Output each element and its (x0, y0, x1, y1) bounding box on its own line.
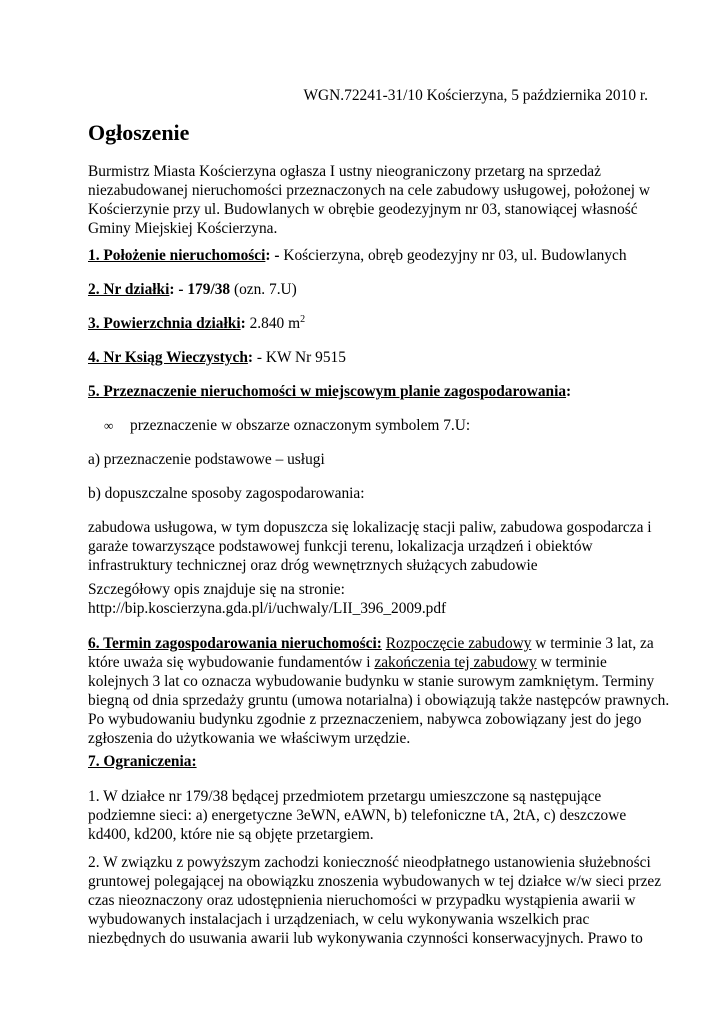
construction-start-term: Rozpoczęcie zabudowy (385, 635, 532, 652)
section-zoning (88, 382, 648, 401)
zoning-details-line: infrastruktury technicznej oraz dróg wewnętrznych służących zabudowie (88, 557, 538, 574)
intro-line: Gminy Miejskiej Kościerzyna. (88, 220, 278, 237)
development-deadline-line (88, 634, 654, 653)
restrictions-paragraph-1 (88, 787, 648, 844)
reference-and-date: WGN.72241-31/10 Kościerzyna, 5 października 2010 r. (303, 87, 648, 104)
zoning-primary-use: a) przeznaczenie podstawowe – usługi (88, 451, 325, 468)
development-deadline-line: kolejnych 3 lat co oznacza wybudowanie budynku w stanie surowym zamkniętym. Terminy (88, 673, 655, 690)
development-deadline-text: które uważa się wybudowanie fundamentów i (88, 654, 375, 671)
section-development-deadline (88, 634, 670, 748)
section-plot-number-label: 2. Nr działki (88, 281, 170, 298)
restrictions-line: 2. W związku z powyższym zachodzi konieczność nieodpłatnego ustanowienia służebności (88, 854, 651, 871)
section-area-unit-superscript: 2 (300, 313, 306, 325)
section-area (88, 314, 648, 333)
section-location-dash: - (270, 247, 280, 264)
restrictions-line: 1. W działce nr 179/38 będącej przedmiotem przetargu umieszczone są następujące (88, 788, 602, 805)
restrictions-line: czas nieoznaczony oraz udostępnienia nieruchomości w przypadku wystąpienia awarii w (88, 892, 636, 909)
zoning-permitted-uses-heading: b) dopuszczalne sposoby zagospodarowania: (88, 485, 365, 502)
development-deadline-text: w terminie 3 lat, za (531, 635, 654, 652)
section-plot-number-value: (ozn. 7.U) (230, 281, 297, 298)
section-restrictions (88, 752, 648, 771)
development-deadline-line: zgłoszenia do użytkowania we właściwym urzędzie. (88, 730, 411, 747)
zoning-more-info-text: Szczegółowy opis znajduje się na stronie: (88, 581, 345, 598)
zoning-document-url: http://bip.koscierzyna.gda.pl/i/uchwaly/LII_396_2009.pdf (88, 600, 447, 617)
zoning-details-line: zabudowa usługowa, w tym dopuszcza się lokalizację stacji paliw, zabudowa gospodarcza i (88, 519, 652, 536)
zoning-details-line: garaże towarzyszące podstawowej funkcji terenu, lokalizacja urządzeń i obiektów (88, 538, 593, 555)
zoning-bullet-item (104, 416, 644, 435)
construction-end-term: zakończenia tej zabudowy (374, 654, 537, 671)
restrictions-line: wybudowanych instalacjach i urządzeniach, w celu wykonywania wszelkich prac (88, 911, 590, 928)
section-zoning-label: 5. Przeznaczenie nieruchomości w miejscowym planie zagospodarowania (88, 383, 567, 400)
section-area-separator: : (240, 315, 246, 332)
restrictions-paragraph-2 (88, 853, 662, 948)
development-deadline-text: w terminie (536, 654, 607, 671)
infinity-bullet-icon: ∞ (104, 418, 114, 433)
intro-line: niezabudowanej nieruchomości przeznaczonych na cele zabudowy usługowej, położonej w (88, 182, 650, 199)
section-area-label: 3. Powierzchnia działki (88, 315, 241, 332)
section-area-value: 2.840 m (245, 315, 301, 332)
intro-line: Burmistrz Miasta Kościerzyna ogłasza I ustny nieograniczony przetarg na sprzedaż (88, 163, 601, 180)
section-location-value: Kościerzyna, obręb geodezyjny nr 03, ul. Budowlanych (279, 247, 627, 264)
section-plot-number (88, 280, 648, 299)
section-land-register-label: 4. Nr Ksiąg Wieczystych (88, 349, 248, 366)
section-location-label: 1. Położenie nieruchomości (88, 247, 266, 264)
development-deadline-line: biegną od dnia sprzedaży gruntu (umowa notarialna) i obowiązują także następców prawnych. (88, 692, 670, 709)
restrictions-line: niezbędnych do usuwania awarii lub wykonywania czynności konserwacyjnych. Prawo to (88, 930, 643, 947)
zoning-permitted-uses-details (88, 518, 652, 575)
intro-paragraph (88, 162, 648, 238)
section-location-separator: : (265, 247, 271, 264)
section-land-register-value: - KW Nr 9515 (253, 349, 346, 366)
section-location (88, 246, 648, 265)
restrictions-line: podziemne sieci: a) energetyczne 3eWN, eAWN, b) telefoniczne tA, 2tA, c) deszczowe (88, 807, 627, 824)
development-deadline-line (88, 653, 648, 672)
section-development-deadline-label: 6. Termin zagospodarowania nieruchomości: (88, 635, 382, 652)
section-plot-number-separator: : (169, 281, 175, 298)
intro-line: Kościerzynie przy ul. Budowlanych w obrębie geodezyjnym nr 03, stanowiącej własność (88, 201, 638, 218)
zoning-bullet-text: przeznaczenie w obszarze oznaczonym symbolem 7.U: (130, 417, 471, 434)
restrictions-line: gruntowej polegającej na obowiązku znoszenia wybudowanych w tej działce w/w sieci przez (88, 873, 662, 890)
restrictions-line: kd400, kd200, które nie są objęte przetargiem. (88, 826, 374, 843)
section-land-register (88, 348, 648, 367)
development-deadline-line: Po wybudowaniu budynku zgodnie z przeznaczeniem, nabywca zobowiązany jest do jego (88, 711, 642, 728)
section-land-register-separator: : (247, 349, 254, 366)
section-zoning-separator: : (566, 383, 572, 400)
section-plot-number-value-bold: - 179/38 (174, 281, 231, 298)
page-title: Ogłoszenie (88, 120, 190, 145)
section-restrictions-label: 7. Ograniczenia: (88, 753, 197, 770)
zoning-more-info (88, 580, 648, 618)
